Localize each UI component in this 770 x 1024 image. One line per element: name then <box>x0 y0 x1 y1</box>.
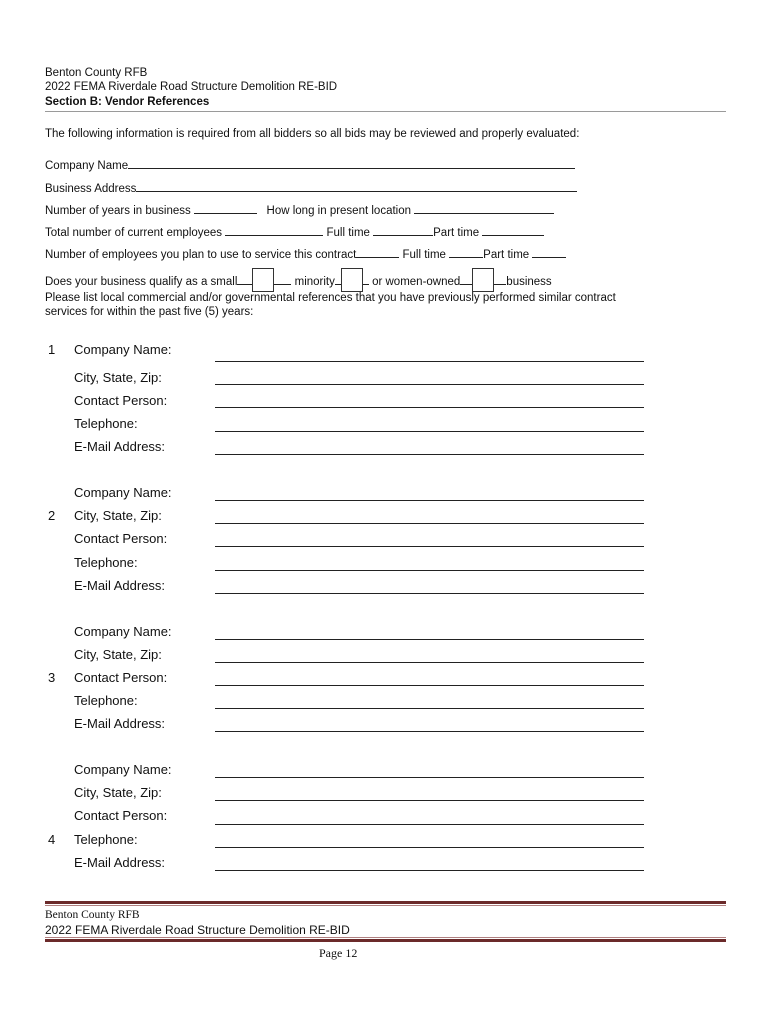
header-county: Benton County RFB <box>45 67 148 79</box>
ref1-telephone-field[interactable] <box>215 431 644 432</box>
ref1-company-label: Company Name: <box>74 342 172 357</box>
minority-label: minority <box>294 276 335 288</box>
ref2-contact-label: Contact Person: <box>74 531 168 546</box>
section-title: Section B: Vendor References <box>45 96 210 108</box>
total-employees-label: Total number of current employees <box>45 227 223 239</box>
footer-rule-top-thin <box>45 905 726 906</box>
years-blank[interactable] <box>194 202 257 214</box>
business-address-row <box>45 180 577 195</box>
qualify-row <box>45 268 552 292</box>
header-divider <box>45 111 726 112</box>
ref1-email-field[interactable] <box>215 454 644 455</box>
page-number: Page 12 <box>319 946 358 960</box>
ref3-contact-field[interactable] <box>215 685 644 686</box>
ref1-contact-field[interactable] <box>215 407 644 408</box>
business-address-label: Business Address <box>45 183 137 195</box>
employees-plan-label: Number of employees you plan to use to service this contract <box>45 249 357 261</box>
ref3-contact-label: Contact Person: <box>74 670 168 685</box>
present-location-blank[interactable] <box>414 202 554 214</box>
ref4-telephone-field[interactable] <box>215 847 644 848</box>
part-time-blank-1[interactable] <box>482 224 544 236</box>
women-underline-pre <box>460 273 472 285</box>
full-time-label-2: Full time <box>402 249 446 261</box>
women-owned-checkbox[interactable] <box>472 268 494 292</box>
footer-project: 2022 FEMA Riverdale Road Structure Demolition RE-BID <box>45 923 350 937</box>
reference-number: 4 <box>48 832 56 847</box>
ref1-company-field[interactable] <box>215 361 644 362</box>
ref4-company-label: Company Name: <box>74 762 172 777</box>
total-employees-blank[interactable] <box>225 224 323 236</box>
reference-number: 1 <box>48 342 56 357</box>
ref1-contact-label: Contact Person: <box>74 393 168 408</box>
references-prompt-2: services for within the past five (5) years: <box>45 306 254 318</box>
ref4-email-field[interactable] <box>215 870 644 871</box>
part-time-label-1: Part time <box>433 227 480 239</box>
ref2-telephone-label: Telephone: <box>74 555 138 570</box>
ref4-email-label: E-Mail Address: <box>74 855 166 870</box>
ref2-contact-field[interactable] <box>215 546 644 547</box>
full-time-blank-2[interactable] <box>449 246 483 258</box>
intro-text: The following information is required from all bidders so all bids may be reviewed and properly evaluated: <box>45 128 580 140</box>
ref1-telephone-label: Telephone: <box>74 416 138 431</box>
ref2-city-label: City, State, Zip: <box>74 508 162 523</box>
reference-number: 3 <box>48 670 56 685</box>
part-time-label-2: Part time <box>483 249 530 261</box>
company-name-row <box>45 157 575 172</box>
ref1-city-field[interactable] <box>215 384 644 385</box>
ref2-email-label: E-Mail Address: <box>74 578 166 593</box>
total-employees-row <box>45 224 544 239</box>
footer-rule-top <box>45 901 726 904</box>
qualify-label: Does your business qualify as a small <box>45 276 238 288</box>
business-label: business <box>506 276 552 288</box>
minority-checkbox[interactable] <box>341 268 363 292</box>
reference-number: 2 <box>48 508 56 523</box>
ref4-city-field[interactable] <box>215 800 644 801</box>
years-row <box>45 202 554 217</box>
ref3-telephone-label: Telephone: <box>74 693 138 708</box>
employees-plan-blank[interactable] <box>356 246 399 258</box>
ref3-city-label: City, State, Zip: <box>74 647 162 662</box>
ref4-telephone-label: Telephone: <box>74 832 138 847</box>
ref3-company-field[interactable] <box>215 639 644 640</box>
small-underline-pre <box>237 273 252 285</box>
full-time-blank-1[interactable] <box>373 224 433 236</box>
ref4-city-label: City, State, Zip: <box>74 785 162 800</box>
present-location-label: How long in present location <box>266 205 412 217</box>
ref2-company-field[interactable] <box>215 500 644 501</box>
ref4-contact-field[interactable] <box>215 824 644 825</box>
part-time-blank-2[interactable] <box>532 246 566 258</box>
minority-underline-post <box>363 273 369 285</box>
ref1-city-label: City, State, Zip: <box>74 370 162 385</box>
ref2-city-field[interactable] <box>215 523 644 524</box>
ref2-telephone-field[interactable] <box>215 570 644 571</box>
small-checkbox[interactable] <box>252 268 274 292</box>
ref2-company-label: Company Name: <box>74 485 172 500</box>
company-name-label: Company Name <box>45 160 129 172</box>
ref2-email-field[interactable] <box>215 593 644 594</box>
ref3-company-label: Company Name: <box>74 624 172 639</box>
company-name-blank[interactable] <box>128 157 575 169</box>
employees-plan-row <box>45 246 566 261</box>
ref3-email-label: E-Mail Address: <box>74 716 166 731</box>
header-project: 2022 FEMA Riverdale Road Structure Demolition RE-BID <box>45 81 338 93</box>
women-underline-post <box>494 273 506 285</box>
years-label: Number of years in business <box>45 205 191 217</box>
ref3-email-field[interactable] <box>215 731 644 732</box>
ref4-contact-label: Contact Person: <box>74 808 168 823</box>
ref3-telephone-field[interactable] <box>215 708 644 709</box>
full-time-label-1: Full time <box>326 227 370 239</box>
references-prompt-1: Please list local commercial and/or governmental references that you have previously performed similar contract <box>45 292 616 304</box>
ref3-city-field[interactable] <box>215 662 644 663</box>
footer-rule-bottom <box>45 939 726 942</box>
women-owned-label: or women-owned <box>372 276 461 288</box>
ref1-email-label: E-Mail Address: <box>74 439 166 454</box>
small-underline-post <box>274 273 291 285</box>
ref4-company-field[interactable] <box>215 777 644 778</box>
footer-county: Benton County RFB <box>45 909 140 921</box>
footer-rule-bottom-thin <box>45 937 726 938</box>
business-address-blank[interactable] <box>136 180 577 192</box>
